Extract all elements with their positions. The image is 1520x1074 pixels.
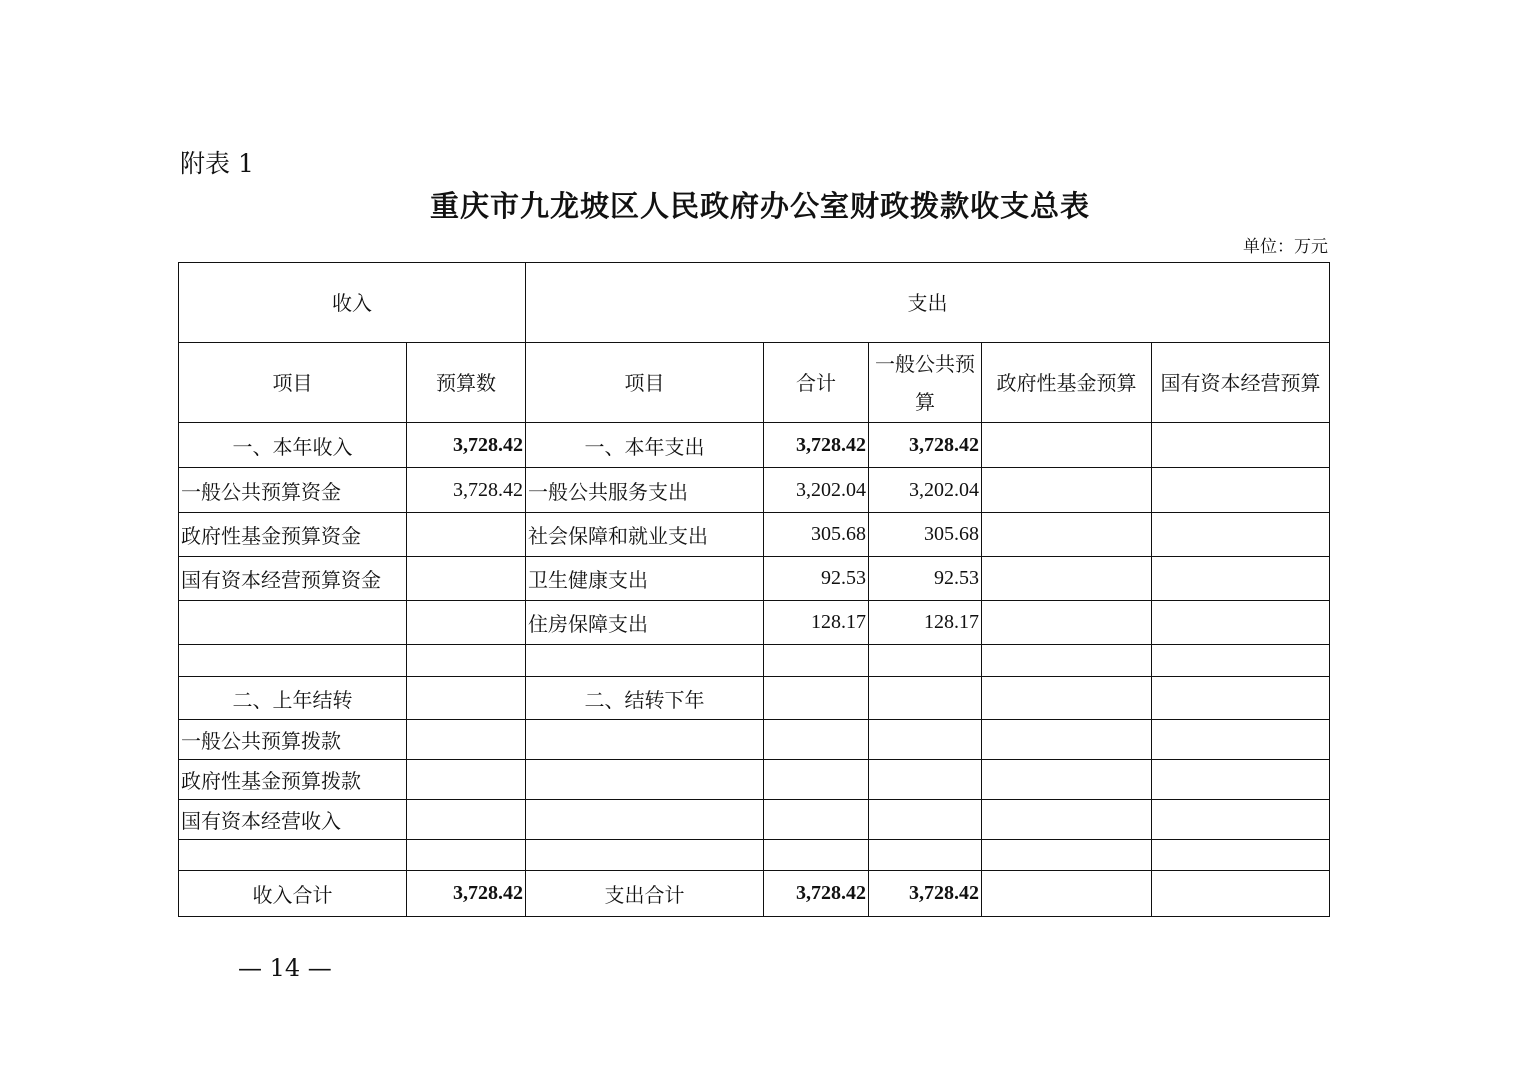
expense-total-label: 支出合计	[526, 871, 764, 917]
income-item-cell	[179, 645, 407, 677]
general-budget-cell	[869, 840, 982, 871]
income-amount-cell: 3,728.42	[407, 423, 526, 468]
state-capital-cell	[1152, 720, 1330, 760]
gov-fund-cell	[982, 468, 1152, 513]
income-header: 收入	[179, 263, 526, 343]
income-item-cell: 政府性基金预算拨款	[179, 760, 407, 800]
expense-item-cell	[526, 840, 764, 871]
general-budget-cell	[869, 677, 982, 720]
expense-item-cell: 一般公共服务支出	[526, 468, 764, 513]
general-budget-cell: 3,202.04	[869, 468, 982, 513]
total-cell: 128.17	[764, 601, 869, 645]
income-amount-cell	[407, 840, 526, 871]
state-capital-budget-header: 国有资本经营预算	[1152, 343, 1330, 423]
total-cell: 92.53	[764, 557, 869, 601]
expense-header: 支出	[526, 263, 1330, 343]
expense-item-cell	[526, 760, 764, 800]
general-budget-cell	[869, 720, 982, 760]
gov-fund-cell	[982, 513, 1152, 557]
table-row	[179, 423, 1330, 468]
table-row	[179, 840, 1330, 871]
table-row	[179, 720, 1330, 760]
state-capital-cell	[1152, 677, 1330, 720]
table-row	[179, 557, 1330, 601]
general-budget-cell: 128.17	[869, 601, 982, 645]
gov-fund-budget-header: 政府性基金预算	[982, 343, 1152, 423]
budget-summary-table	[178, 262, 1330, 917]
total-cell: 305.68	[764, 513, 869, 557]
table-row	[179, 468, 1330, 513]
table-row	[179, 645, 1330, 677]
state-capital-cell	[1152, 840, 1330, 871]
general-budget-cell: 3,728.42	[869, 871, 982, 917]
general-budget-cell	[869, 800, 982, 840]
income-budget-header: 预算数	[407, 343, 526, 423]
general-budget-cell: 92.53	[869, 557, 982, 601]
income-item-cell: 政府性基金预算资金	[179, 513, 407, 557]
gov-fund-cell	[982, 423, 1152, 468]
state-capital-cell	[1152, 423, 1330, 468]
income-item-cell: 一般公共预算拨款	[179, 720, 407, 760]
income-amount-cell	[407, 720, 526, 760]
total-cell	[764, 720, 869, 760]
expense-item-cell	[526, 645, 764, 677]
general-budget-cell	[869, 645, 982, 677]
page-title: 重庆市九龙坡区人民政府办公室财政拨款收支总表	[429, 189, 1090, 223]
income-item-cell	[179, 601, 407, 645]
total-cell: 3,728.42	[764, 423, 869, 468]
general-budget-header: 一般公共预算	[869, 343, 982, 423]
income-item-cell: 国有资本经营收入	[179, 800, 407, 840]
state-capital-cell	[1152, 645, 1330, 677]
income-item-cell: 一般公共预算资金	[179, 468, 407, 513]
income-amount-cell	[407, 513, 526, 557]
expense-item-cell	[526, 720, 764, 760]
gov-fund-cell	[982, 720, 1152, 760]
income-amount-cell	[407, 601, 526, 645]
income-amount-cell: 3,728.42	[407, 468, 526, 513]
page-number: — 14 —	[238, 954, 332, 982]
general-budget-cell: 305.68	[869, 513, 982, 557]
expense-item-cell: 卫生健康支出	[526, 557, 764, 601]
gov-fund-cell	[982, 800, 1152, 840]
expense-item-cell: 社会保障和就业支出	[526, 513, 764, 557]
income-amount-cell	[407, 557, 526, 601]
gov-fund-cell	[982, 840, 1152, 871]
total-cell: 3,202.04	[764, 468, 869, 513]
unit-label: 单位：万元	[1243, 237, 1328, 257]
total-cell	[764, 645, 869, 677]
gov-fund-cell	[982, 760, 1152, 800]
table-row-total	[179, 871, 1330, 917]
income-item-cell: 一、本年收入	[179, 423, 407, 468]
gov-fund-cell	[982, 677, 1152, 720]
expense-item-cell: 住房保障支出	[526, 601, 764, 645]
state-capital-cell	[1152, 800, 1330, 840]
table-row	[179, 800, 1330, 840]
income-item-header: 项目	[179, 343, 407, 423]
expense-item-cell: 一、本年支出	[526, 423, 764, 468]
expense-item-cell	[526, 800, 764, 840]
total-cell	[764, 760, 869, 800]
gov-fund-cell	[982, 871, 1152, 917]
income-item-cell	[179, 840, 407, 871]
annex-label: 附表 1	[180, 149, 254, 178]
expense-item-header: 项目	[526, 343, 764, 423]
total-cell: 3,728.42	[764, 871, 869, 917]
general-budget-cell	[869, 760, 982, 800]
table-row	[179, 601, 1330, 645]
income-item-cell: 二、上年结转	[179, 677, 407, 720]
general-budget-cell: 3,728.42	[869, 423, 982, 468]
income-amount-cell	[407, 645, 526, 677]
table-row	[179, 513, 1330, 557]
income-amount-cell	[407, 800, 526, 840]
gov-fund-cell	[982, 601, 1152, 645]
total-cell	[764, 800, 869, 840]
total-cell	[764, 840, 869, 871]
state-capital-cell	[1152, 468, 1330, 513]
table-row	[179, 677, 1330, 720]
income-total-label: 收入合计	[179, 871, 407, 917]
income-amount-cell	[407, 677, 526, 720]
state-capital-cell	[1152, 513, 1330, 557]
gov-fund-cell	[982, 645, 1152, 677]
gov-fund-cell	[982, 557, 1152, 601]
income-amount-cell	[407, 760, 526, 800]
state-capital-cell	[1152, 760, 1330, 800]
expense-item-cell: 二、结转下年	[526, 677, 764, 720]
income-total-amount: 3,728.42	[407, 871, 526, 917]
income-item-cell: 国有资本经营预算资金	[179, 557, 407, 601]
state-capital-cell	[1152, 601, 1330, 645]
total-header: 合计	[764, 343, 869, 423]
total-cell	[764, 677, 869, 720]
table-row	[179, 760, 1330, 800]
state-capital-cell	[1152, 557, 1330, 601]
state-capital-cell	[1152, 871, 1330, 917]
